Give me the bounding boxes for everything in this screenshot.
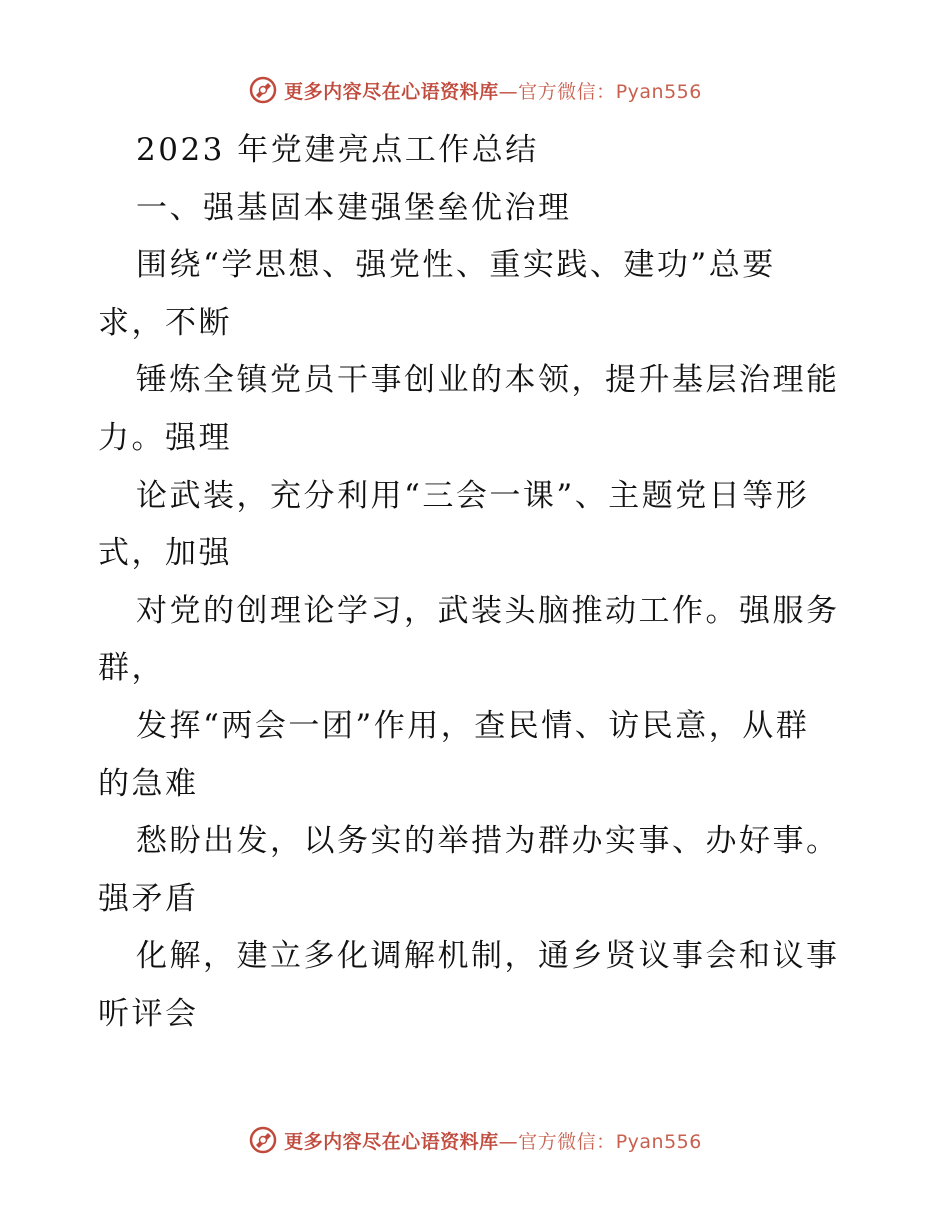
header-watermark (0, 70, 950, 110)
watermark-brand: 更多内容尽在心语资料库 (284, 80, 499, 103)
paragraph-line: 发挥“两会一团”作用，查民情、访民意，从群 (136, 707, 810, 744)
paragraph-line: 愁盼出发，以务实的举措为群办实事、办好事。 (136, 823, 840, 860)
watermark-wechat-id: Pyan556 (615, 80, 702, 103)
document-title: 2023 年党建亮点工作总结 (136, 132, 539, 168)
paragraph-line: 力。强理 (98, 419, 232, 456)
watermark-wechat-label: 官方微信： (518, 1130, 616, 1153)
paragraph-line: 化解，建立多化调解机制，通乡贤议事会和议事 (136, 938, 840, 975)
watermark-text (284, 1127, 702, 1154)
paragraph-line: 对党的创理论学习，武装头脑推动工作。强服务 (136, 592, 840, 629)
paragraph-line: 的急难 (98, 765, 199, 802)
footer-watermark (0, 1120, 950, 1160)
watermark-wechat-id: Pyan556 (615, 1130, 702, 1153)
paragraph-line: 听评会 (98, 995, 199, 1032)
watermark-separator: — (498, 80, 519, 103)
paragraph-line: 围绕“学思想、强党性、重实践、建功”总要 (136, 247, 776, 284)
watermark-wechat-label: 官方微信： (518, 80, 616, 103)
document-body (98, 122, 858, 1044)
watermark-logo-icon (248, 75, 278, 105)
watermark-text (284, 77, 702, 104)
watermark-brand: 更多内容尽在心语资料库 (284, 1130, 499, 1153)
paragraph-line: 论武装，充分利用“三会一课”、主题党日等形 (136, 477, 810, 514)
watermark-separator: — (498, 1130, 519, 1153)
paragraph-line: 群， (98, 650, 165, 687)
section-heading: 一、强基固本建强堡垒优治理 (136, 189, 572, 226)
paragraph-line: 式，加强 (98, 535, 232, 572)
paragraph-line: 强矛盾 (98, 880, 199, 917)
watermark-logo-icon (248, 1125, 278, 1155)
paragraph-line: 锤炼全镇党员干事创业的本领，提升基层治理能 (136, 362, 840, 399)
paragraph-line: 求，不断 (98, 304, 232, 341)
